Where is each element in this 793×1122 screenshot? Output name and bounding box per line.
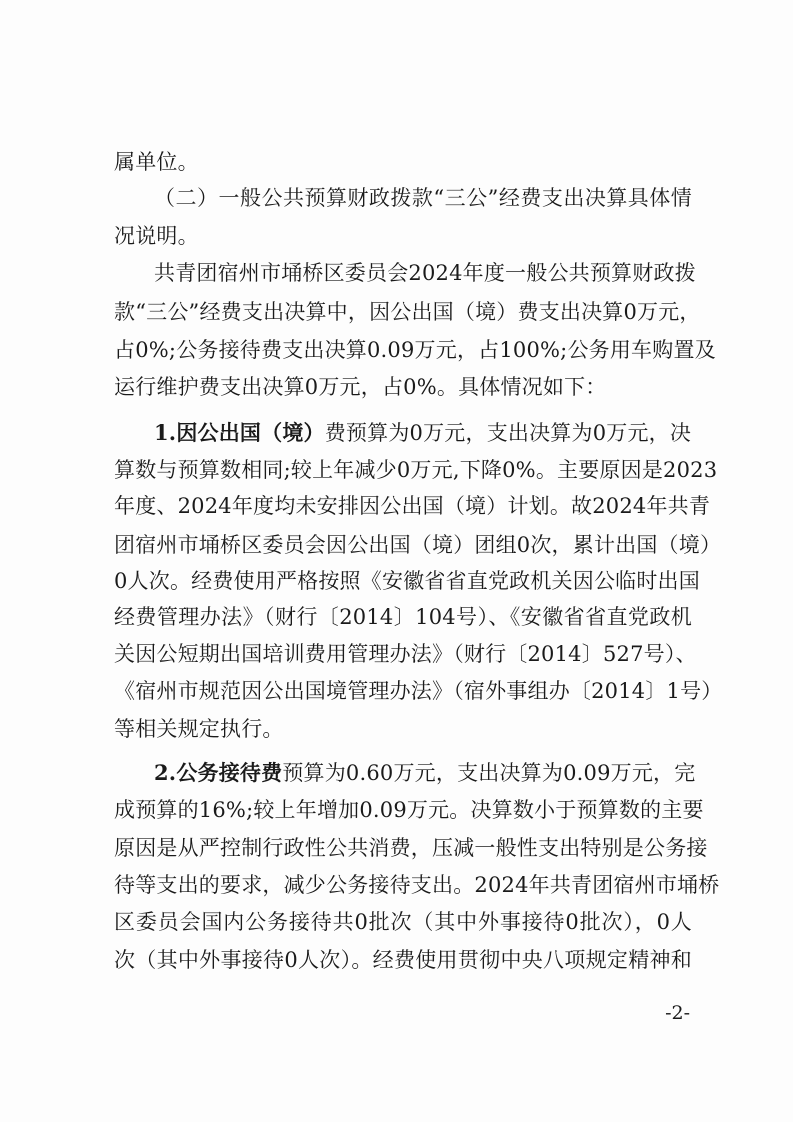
text-line: 运行维护费支出决算0万元，占0%。具体情况如下： (114, 375, 607, 399)
text-line: 算数与预算数相同;较上年减少0万元,下降0%。主要原因是2023 (114, 458, 718, 482)
text-line: 次（其中外事接待0人次）。经费使用贯彻中央八项规定精神和 (114, 948, 692, 972)
paragraph-first-line (154, 417, 692, 449)
text-line: 占0%;公务接待费支出决算0.09万元，占100%;公务用车购置及 (114, 338, 716, 362)
text-line: 团宿州市埇桥区委员会因公出国（境）团组0次，累计出国（境） (114, 533, 722, 557)
text-line: 0人次。经费使用严格按照《安徽省省直党政机关因公临时出国 (114, 569, 700, 593)
text-line: 成预算的16%;较上年增加0.09万元。决算数小于预算数的主要 (114, 798, 704, 822)
text-line: 等相关规定执行。 (114, 717, 284, 741)
text-line: 关因公短期出国培训费用管理办法》（财行〔2014〕527号）、 (114, 642, 697, 666)
text-line: 年度、2024年度均未安排因公出国（境）计划。故2024年共青 (114, 494, 711, 518)
section-heading-line: 况说明。 (114, 224, 199, 248)
text-line: 款“三公”经费支出决算中，因公出国（境）费支出决算0万元， (114, 300, 701, 324)
page-number: -2- (665, 1002, 690, 1024)
text-run: 预算为0.60万元，支出决算为0.09万元，完 (282, 761, 696, 785)
text-line: 《宿州市规范因公出国境管理办法》（宿外事组办〔2014〕1号） (114, 679, 723, 703)
text-line: 待等支出的要求，减少公务接待支出。2024年共青团宿州市埇桥 (114, 873, 720, 897)
paragraph-first-line (154, 757, 696, 789)
text-run: 费预算为0万元，支出决算为0万元，决 (324, 421, 692, 445)
text-line: 属单位。 (114, 150, 199, 174)
text-line: 区委员会国内公务接待共0批次（其中外事接待0批次），0人 (114, 910, 692, 934)
text-line: 共青团宿州市埇桥区委员会2024年度一般公共预算财政拨 (154, 261, 696, 285)
text-line: 原因是从严控制行政性公共消费，压减一般性支出特别是公务接 (114, 836, 708, 860)
section-heading-line: （二）一般公共预算财政拨款“三公”经费支出决算具体情 (154, 186, 692, 210)
item-heading-travel: 1.因公出国（境） (154, 420, 325, 445)
text-line: 经费管理办法》（财行〔2014〕104号）、《安徽省省直党政机 (114, 605, 692, 629)
item-heading-reception: 2.公务接待费 (154, 760, 283, 785)
